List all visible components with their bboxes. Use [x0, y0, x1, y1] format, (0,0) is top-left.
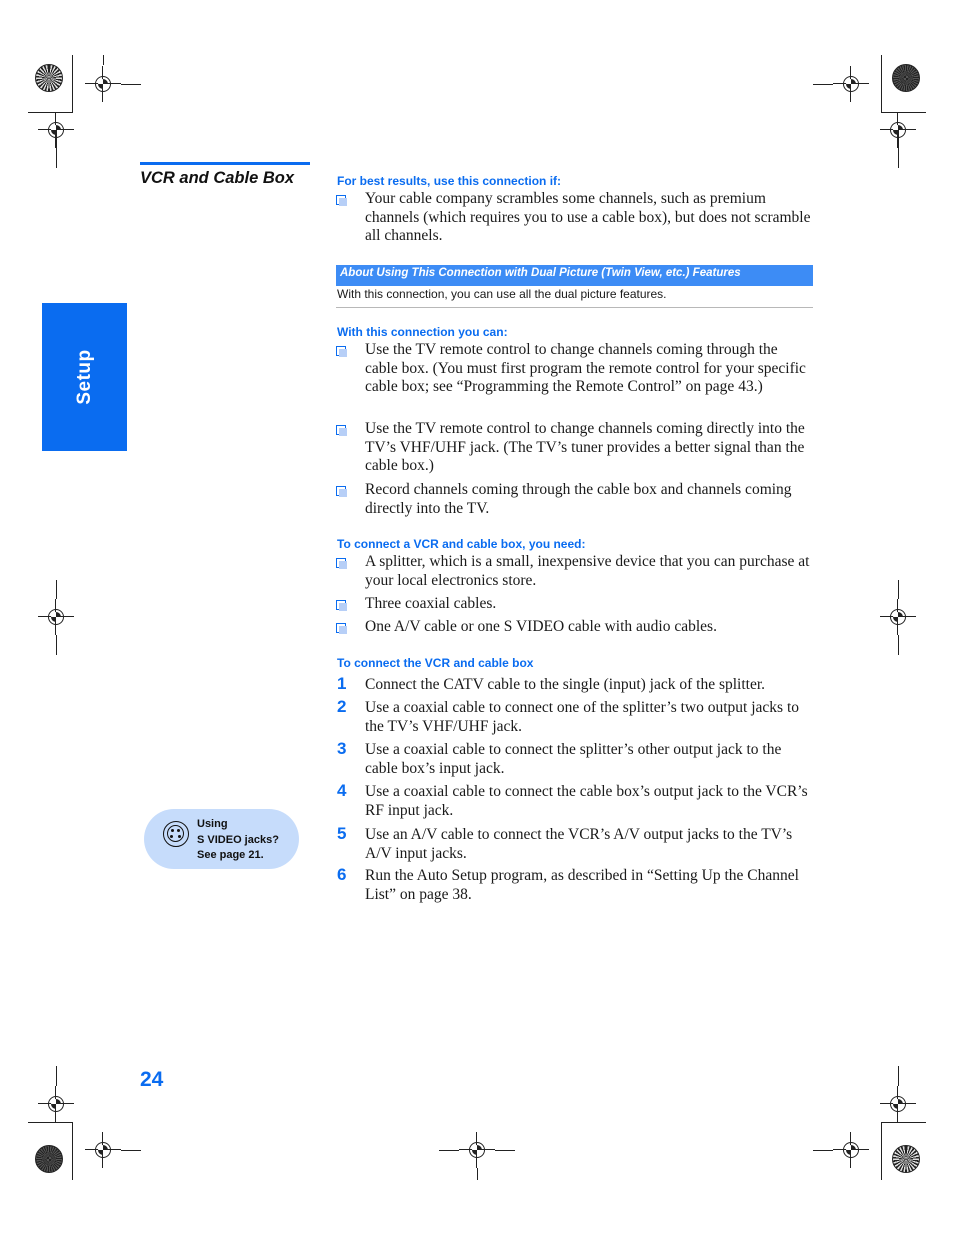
need-item: One A/V cable or one S VIDEO cable with audio cables.: [365, 618, 717, 635]
side-tab-setup: [42, 303, 127, 451]
registration-star-icon: [892, 1145, 920, 1173]
dual-picture-note-heading: About Using This Connection with Dual Picture (Twin View, etc.) Features: [340, 267, 741, 279]
step-number: 3: [337, 739, 347, 758]
need-heading: To connect a VCR and cable box, you need:: [337, 537, 586, 551]
s-video-tip: [144, 809, 299, 869]
dual-picture-note-bar: [336, 265, 813, 286]
bullet-icon: [336, 486, 346, 496]
step-number: 5: [337, 824, 347, 843]
registration-mark-icon: [459, 1132, 495, 1168]
section-title: VCR and Cable Box: [140, 169, 295, 187]
tip-line-3: See page 21.: [197, 849, 264, 861]
step-number: 6: [337, 865, 347, 884]
page-number: 24: [140, 1068, 164, 1091]
bullet-icon: [336, 600, 346, 610]
best-results-item: Your cable company scrambles some channels, such as premium channels (which requires you to use a cable box), but does not scramble all channels.: [365, 190, 811, 245]
can-do-item: Record channels coming through the cable box and channels coming directly into the TV.: [365, 481, 792, 517]
need-item: A splitter, which is a small, inexpensive device that you can purchase at your local electronics store.: [365, 553, 810, 589]
can-do-item: Use the TV remote control to change channels coming directly into the TV’s VHF/UHF jack. (The TV’s tuner provides a better signal than the cable box.): [365, 420, 805, 475]
registration-mark-icon: [85, 1132, 121, 1168]
registration-mark-icon: [85, 66, 121, 102]
tip-line-2: S VIDEO jacks?: [197, 833, 279, 846]
registration-mark-icon: [833, 66, 869, 102]
side-tab-label: Setup: [73, 349, 95, 405]
divider: [336, 307, 813, 308]
bullet-icon: [336, 558, 346, 568]
registration-mark-icon: [38, 1086, 74, 1122]
step-text: Use a coaxial cable to connect the splitter’s other output jack to the cable box’s input jack.: [365, 741, 782, 777]
step-text: Use an A/V cable to connect the VCR’s A/V output jacks to the TV’s A/V input jacks.: [365, 826, 793, 862]
bullet-icon: [336, 195, 346, 205]
step-text: Run the Auto Setup program, as described in “Setting Up the Channel List” on page 38.: [365, 867, 799, 903]
step-text: Connect the CATV cable to the single (input) jack of the splitter.: [365, 676, 766, 693]
step-number: 4: [337, 781, 347, 800]
can-do-heading: With this connection you can:: [337, 325, 508, 339]
registration-star-icon: [35, 1145, 63, 1173]
step-number: 1: [337, 674, 347, 693]
dual-picture-note-text: With this connection, you can use all the dual picture features.: [337, 287, 667, 301]
s-video-jack-icon: [163, 821, 189, 847]
tip-text: [197, 817, 279, 864]
registration-mark-icon: [880, 599, 916, 635]
registration-star-icon: [892, 64, 920, 92]
registration-mark-icon: [880, 1086, 916, 1122]
need-item: Three coaxial cables.: [365, 595, 497, 612]
best-results-heading: For best results, use this connection if:: [337, 174, 562, 188]
bullet-icon: [336, 346, 346, 356]
tip-line-1: Using: [197, 818, 228, 830]
registration-mark-icon: [833, 1132, 869, 1168]
registration-star-icon: [35, 64, 63, 92]
bullet-icon: [336, 623, 346, 633]
registration-mark-icon: [38, 599, 74, 635]
step-text: Use a coaxial cable to connect one of the splitter’s two output jacks to the TV’s VHF/UHF jack.: [365, 699, 800, 735]
can-do-item: Use the TV remote control to change channels coming through the cable box. (You must first program the remote control for your specific cable box; see “Programming the Remote Control” on page 43.): [365, 341, 806, 396]
step-number: 2: [337, 697, 347, 716]
step-text: Use a coaxial cable to connect the cable box’s output jack to the VCR’s RF input jack.: [365, 783, 808, 819]
steps-heading: To connect the VCR and cable box: [337, 656, 534, 670]
bullet-icon: [336, 425, 346, 435]
title-rule: [140, 162, 310, 165]
